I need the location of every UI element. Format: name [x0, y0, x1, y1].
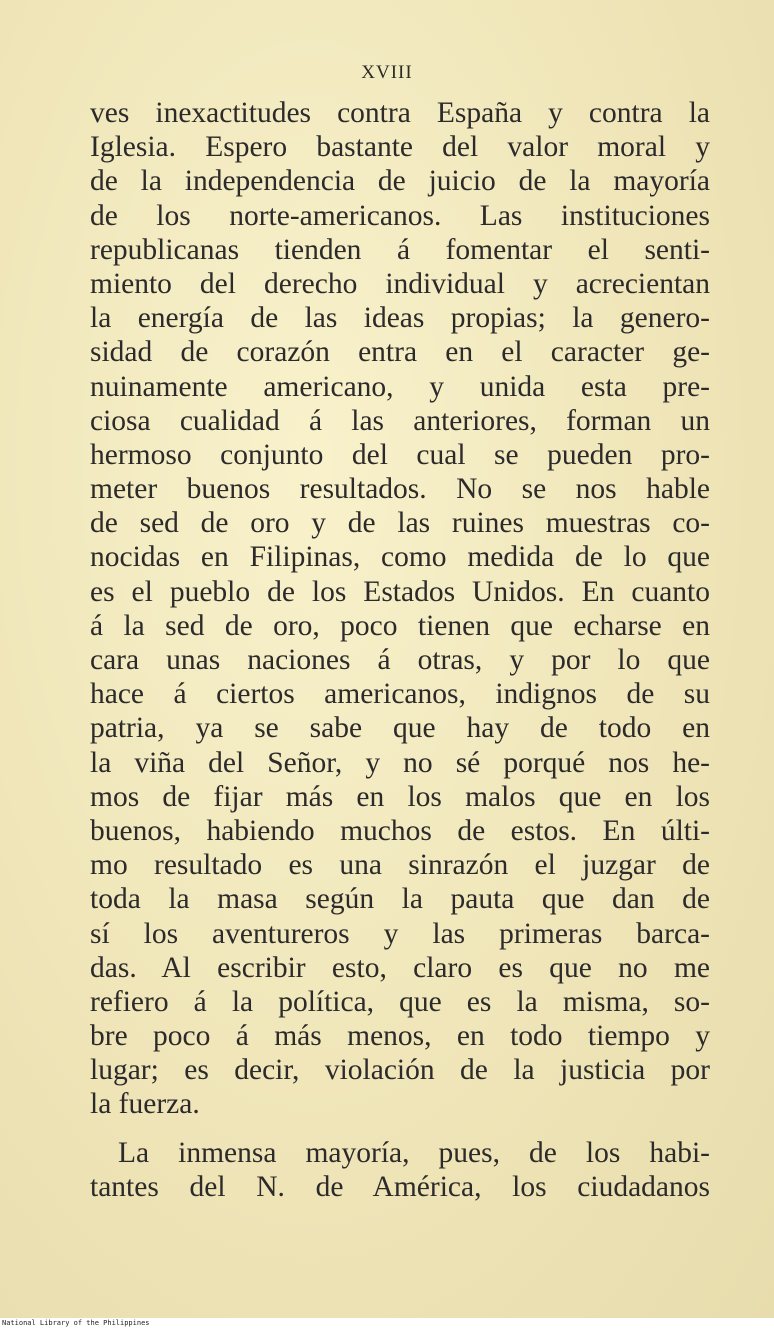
text-line: das. Al escribir esto, claro es que no me — [90, 951, 710, 984]
body-text — [90, 96, 710, 1204]
text-line: cara unas naciones á otras, y por lo que — [90, 644, 710, 676]
text-line: miento del derecho individual y acrecientan — [90, 267, 710, 300]
text-line: buenos, habiendo muchos de estos. En últi- — [90, 814, 710, 847]
text-line: lugar; es decir, violación de la justicia por — [90, 1054, 710, 1087]
text-line: ciosa cualidad á las anteriores, forman un — [90, 404, 710, 437]
text-line: sí los aventureros y las primeras barca- — [90, 917, 710, 950]
text-line: republicanas tienden á fomentar el senti- — [90, 233, 710, 266]
text-line: la viña del Señor, y no sé porqué nos he- — [90, 746, 710, 779]
text-line: mo resultado es una sinrazón el juzgar de — [90, 849, 710, 882]
text-line: mos de fijar más en los malos que en los — [90, 780, 710, 813]
text-line: nocidas en Filipinas, como medida de lo que — [90, 541, 710, 574]
text-line: hace á ciertos americanos, indignos de su — [90, 678, 710, 711]
text-line: la fuerza. — [90, 1088, 200, 1121]
text-line: la energía de las ideas propias; la genero- — [90, 302, 710, 335]
text-line: patria, ya se sabe que hay de todo en — [90, 712, 710, 745]
text-line: La inmensa mayoría, pues, de los habi- — [118, 1136, 710, 1169]
text-line: sidad de corazón entra en el caracter ge- — [90, 336, 710, 369]
text-line: Iglesia. Espero bastante del valor moral y — [90, 131, 710, 164]
text-line: toda la masa según la pauta que dan de — [90, 883, 710, 916]
library-credit: National Library of the Philippines — [2, 1319, 150, 1327]
text-line: de la independencia de juicio de la mayoría — [90, 165, 710, 198]
text-line: refiero á la política, que es la misma, so- — [90, 985, 710, 1018]
text-line: meter buenos resultados. No se nos hable — [90, 473, 710, 506]
text-line: á la sed de oro, poco tienen que echarse en — [90, 609, 710, 642]
text-line: tantes del N. de América, los ciudadanos — [90, 1170, 710, 1203]
text-line: de los norte-americanos. Las instituciones — [90, 199, 710, 232]
paragraph-gap — [90, 1122, 710, 1136]
text-line: de sed de oro y de las ruines muestras co- — [90, 507, 710, 540]
text-line: ves inexactitudes contra España y contra la — [90, 97, 710, 129]
page-number: XVIII — [361, 62, 413, 83]
text-line: bre poco á más menos, en todo tiempo y — [90, 1020, 710, 1053]
text-line: hermoso conjunto del cual se pueden pro- — [90, 438, 710, 471]
text-line: es el pueblo de los Estados Unidos. En cuanto — [90, 575, 710, 608]
text-line: nuinamente americano, y unida esta pre- — [90, 370, 710, 403]
